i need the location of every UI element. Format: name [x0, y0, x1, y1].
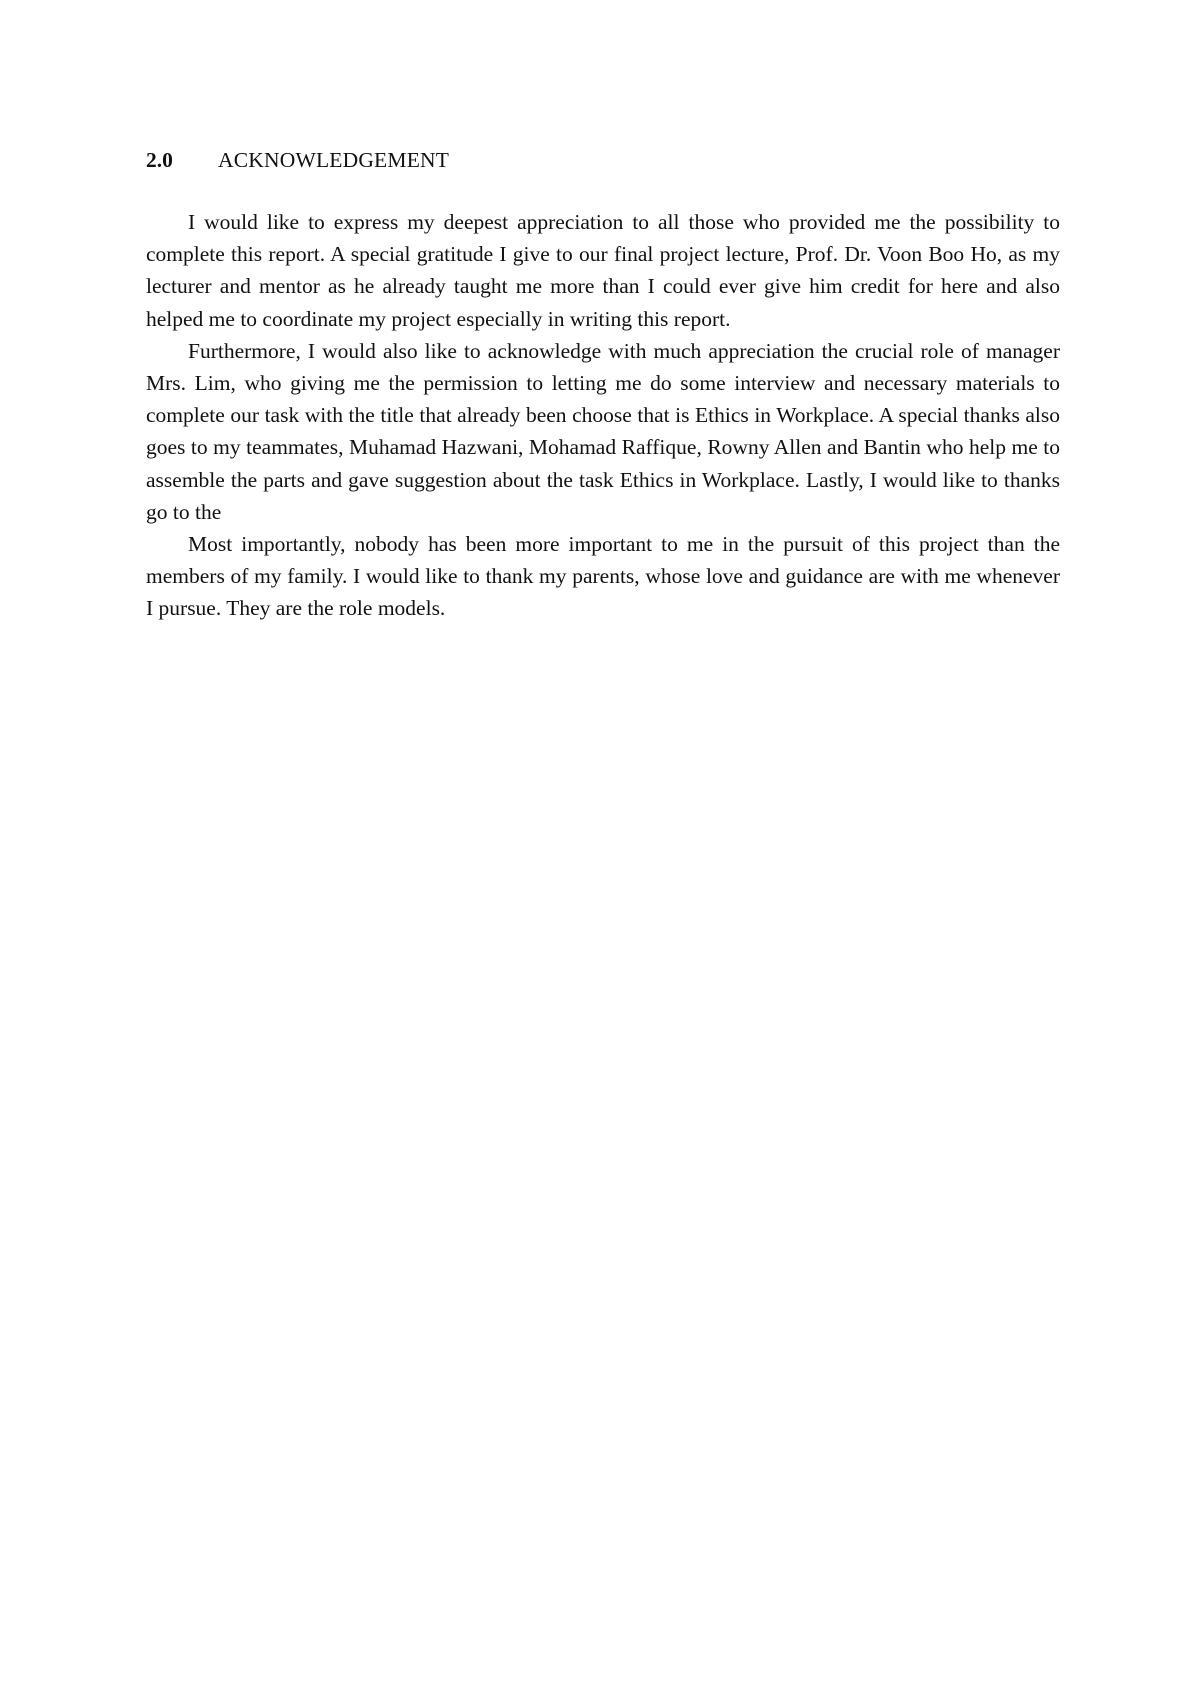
section-number: 2.0	[146, 148, 173, 172]
section-title: ACKNOWLEDGEMENT	[218, 148, 450, 172]
document-body	[146, 146, 1060, 625]
section-heading	[146, 146, 1060, 174]
paragraph-acknowledge-manager: Furthermore, I would also like to acknowledge with much appreciation the crucial role of manager Mrs. Lim, who giving me the permission to letting me do some interview and necessary materials to complete our task with the title that already been choose that is Ethics in Workplace. A special thanks also goes to my teammates, Muhamad Hazwani, Mohamad Raffique, Rowny Allen and Bantin who help me to assemble the parts and gave suggestion about the task Ethics in Workplace. Lastly, I would like to thanks go to the	[146, 338, 1060, 524]
paragraph-family: Most importantly, nobody has been more important to me in the pursuit of this project than the members of my family. I would like to thank my parents, whose love and guidance are with me whenever I pursue. They are the role models.	[146, 532, 1060, 621]
paragraph-appreciation: I would like to express my deepest appreciation to all those who provided me the possibility to complete this report. A special gratitude I give to our final project lecture, Prof. Dr. Voon Boo Ho, as my lecturer and mentor as he already taught me more than I could ever give him credit for here and also helped me to coordinate my project especially in writing this report.	[146, 210, 1060, 331]
